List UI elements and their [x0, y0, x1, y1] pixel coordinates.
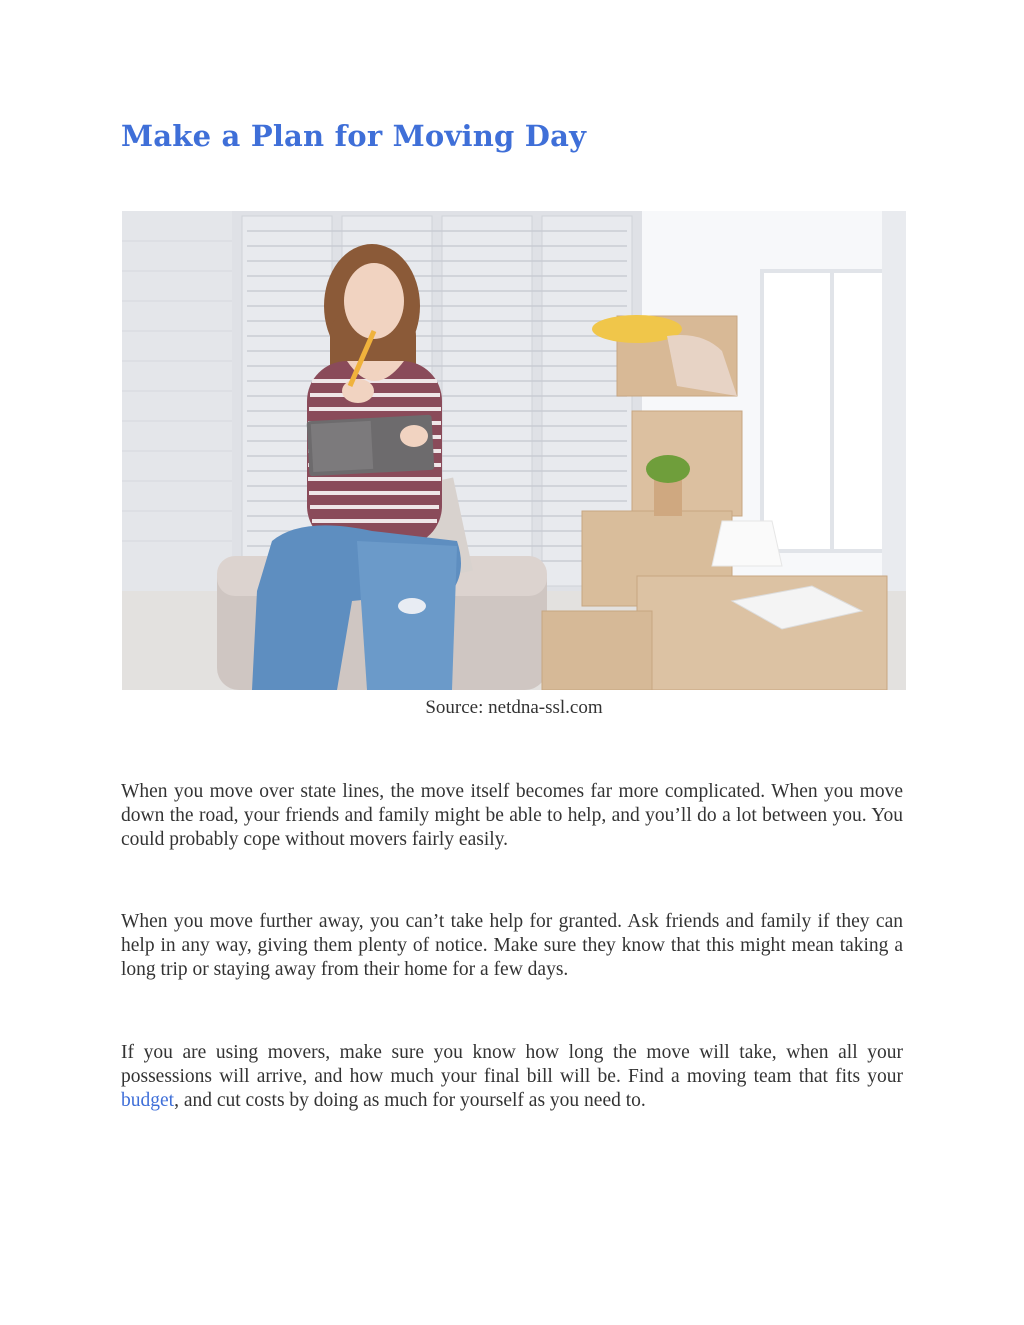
paragraph-3-text-before: If you are using movers, make sure you know how long the move will take, when all your possessions will arrive, and how much your final bill will be. Find a moving team that fits your	[121, 1042, 903, 1087]
paragraph-2: When you move further away, you can’t take help for granted. Ask friends and family if they can help in any way, giving them plenty of notice. Make sure they know that this might mean taking a long trip or staying away from their home for a few days.	[121, 911, 903, 980]
budget-link[interactable]: budget	[121, 1090, 175, 1111]
paragraph-1: When you move over state lines, the move itself becomes far more complicated. When you move down the road, your friends and family might be able to help, and you’ll do a lot between you. You could probably cope without movers fairly easily.	[121, 781, 903, 850]
page-title: Make a Plan for Moving Day	[121, 119, 587, 153]
paragraph-3	[121, 1041, 903, 1113]
article-photo	[122, 211, 906, 690]
image-caption: Source: netdna-ssl.com	[425, 697, 603, 718]
paragraph-3-text-after: , and cut costs by doing as much for yourself as you need to.	[174, 1090, 646, 1111]
